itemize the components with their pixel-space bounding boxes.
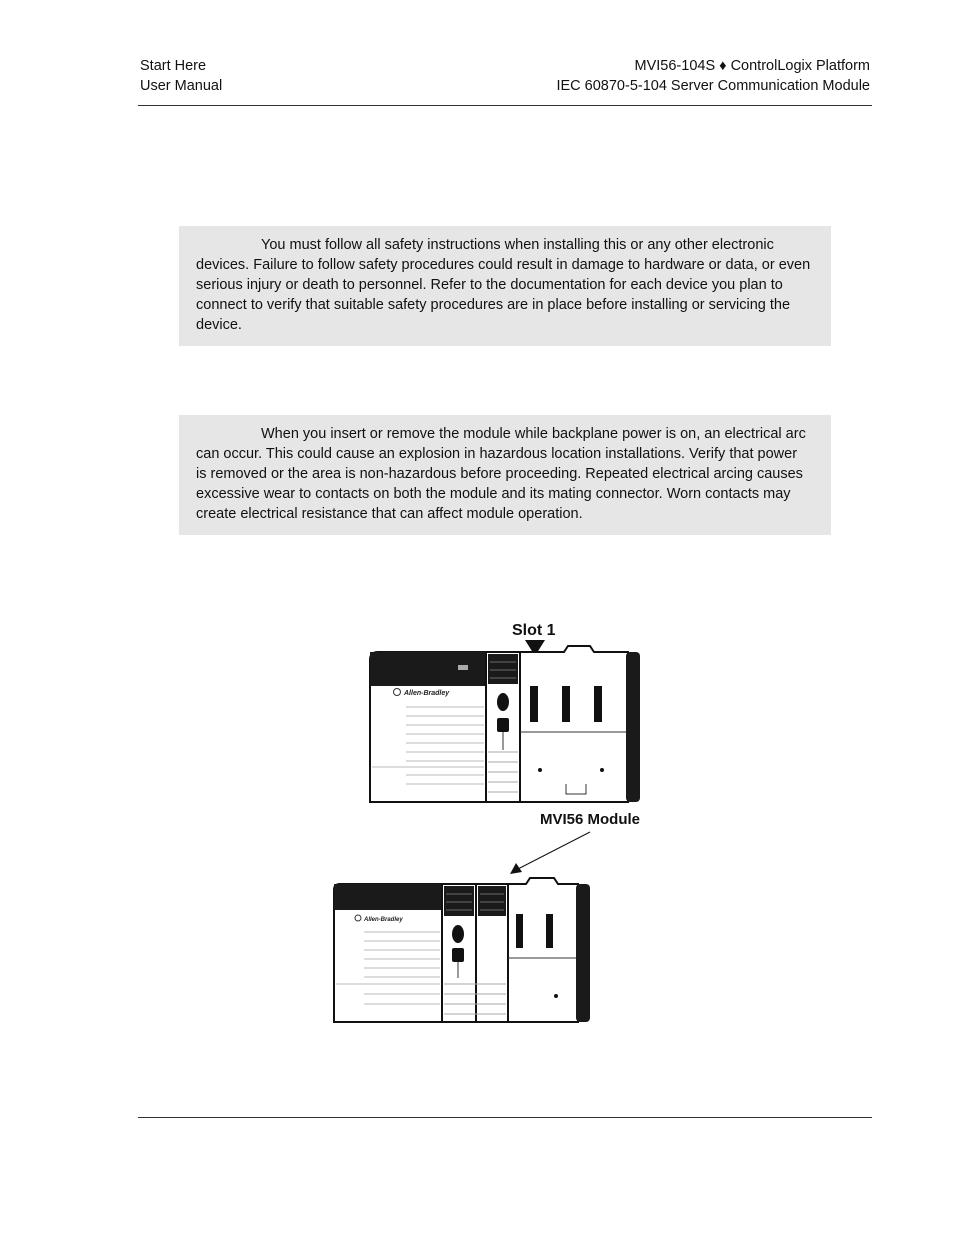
header-product: MVI56-104S ♦ ControlLogix Platform [634,58,870,74]
header-product-description: IEC 60870-5-104 Server Communication Module [556,78,870,94]
slot-1-label: Slot 1 [512,622,556,639]
header-section: Start Here [140,58,207,74]
arc-warning-text: When you insert or remove the module while backplane power is on, an electrical arc can occur. This could cause an explosion in hazardous location installations. Verify that power is removed or the area is non-hazardous before proceeding. Repeated electrical arcing causes excessive wear to contacts on both the module and its mating connector. Worn contacts may create electrical resistance that can affect module operation. [196,426,806,522]
page-header-left [140,56,222,96]
brand-label-bottom: Allen-Bradley [364,917,403,923]
chassis-illustration [330,612,670,1032]
header-divider [138,105,872,106]
footer-divider [138,1117,872,1118]
header-document-type: User Manual [140,78,223,94]
chassis-bottom [334,878,590,1022]
chassis-top [370,646,640,802]
page-header-right [556,56,870,96]
arc-warning-notice [179,415,831,535]
module-insertion-figure [330,612,670,1032]
brand-label-top: Allen-Bradley [404,690,450,697]
safety-notice-text: You must follow all safety instructions when installing this or any other electronic devices. Failure to follow safety procedures could result in damage to hardware or data, or even serious injury or death to personnel. Refer to the documentation for each device you plan to connect to verify that suitable safety procedures are in place before installing or servicing the device. [196,237,811,333]
mvi56-module-label: MVI56 Module [540,811,641,828]
module-arrow-icon [510,863,522,874]
safety-notice [179,226,831,346]
